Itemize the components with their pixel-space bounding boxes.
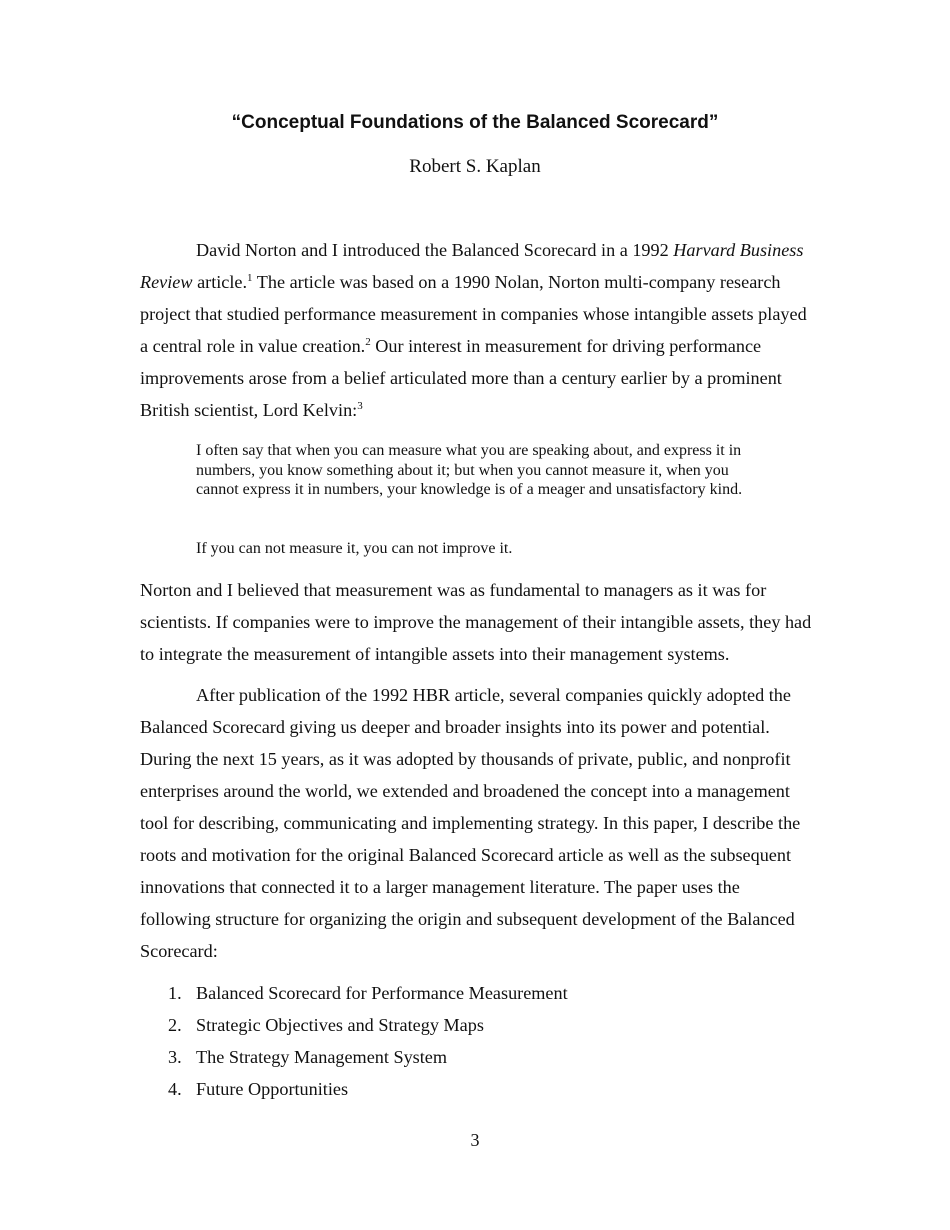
intro-paragraph (140, 234, 812, 426)
list-item (140, 1041, 812, 1073)
measurement-paragraph: Norton and I believed that measurement was as fundamental to managers as it was for scientists. If companies were to improve the management of their intangible assets, they had to integrate the measurement of intangible assets into their management systems. (140, 580, 812, 664)
footnote-marker-2[interactable]: 2 (365, 336, 371, 348)
paper-title: “Conceptual Foundations of the Balanced Scorecard” (231, 112, 719, 133)
intro-text-2: article. (192, 272, 248, 292)
kelvin-quote: I often say that when you can measure what you are speaking about, and express it in numbers, you know something about it; but when you cannot measure it, when you cannot express it in numbers, your knowledge is of a meager and unsatisfactory kind. (196, 442, 743, 498)
author-name: Robert S. Kaplan (409, 156, 541, 177)
list-item-number: 1. (168, 983, 182, 1003)
structure-list (140, 977, 812, 1105)
list-item (140, 977, 812, 1009)
footnote-marker-1[interactable]: 1 (247, 272, 253, 284)
intro-text-3: The article was based on a 1990 Nolan, Norton multi-company research project that studied performance measurement in companies whose intangible assets played a central role in value creation. (140, 272, 807, 356)
list-item-number: 3. (168, 1047, 182, 1067)
kelvin-quote-short: If you can not measure it, you can not improve it. (196, 540, 513, 557)
intro-text-4: Our interest in measurement for driving performance improvements arose from a belief articulated more than a century earlier by a prominent British scientist, Lord Kelvin: (140, 336, 782, 420)
list-item-text: The Strategy Management System (196, 1047, 448, 1067)
list-item (140, 1009, 812, 1041)
intro-text-1: David Norton and I introduced the Balanced Scorecard in a 1992 (196, 240, 674, 260)
journal-name: Harvard Business Review (140, 240, 804, 292)
list-item-text: Balanced Scorecard for Performance Measurement (196, 983, 568, 1003)
footnote-marker-3[interactable]: 3 (357, 400, 363, 412)
list-item-number: 4. (168, 1079, 182, 1099)
structure-paragraph: After publication of the 1992 HBR article, several companies quickly adopted the Balanced Scorecard giving us deeper and broader insights into its power and potential. During the next 15 years, as it was adopted by thousands of private, public, and nonprofit enterprises around the world, we extended and broadened the concept into a management tool for describing, communicating and implementing strategy. In this paper, I describe the roots and motivation for the original Balanced Scorecard article as well as the subsequent innovations that connected it to a larger management literature. The paper uses the following structure for organizing the origin and subsequent development of the Balanced Scorecard: (140, 685, 801, 961)
list-item-number: 2. (168, 1015, 182, 1035)
list-item-text: Strategic Objectives and Strategy Maps (196, 1015, 484, 1035)
list-item (140, 1073, 812, 1105)
page-number: 3 (470, 1130, 480, 1150)
list-item-text: Future Opportunities (196, 1079, 349, 1099)
